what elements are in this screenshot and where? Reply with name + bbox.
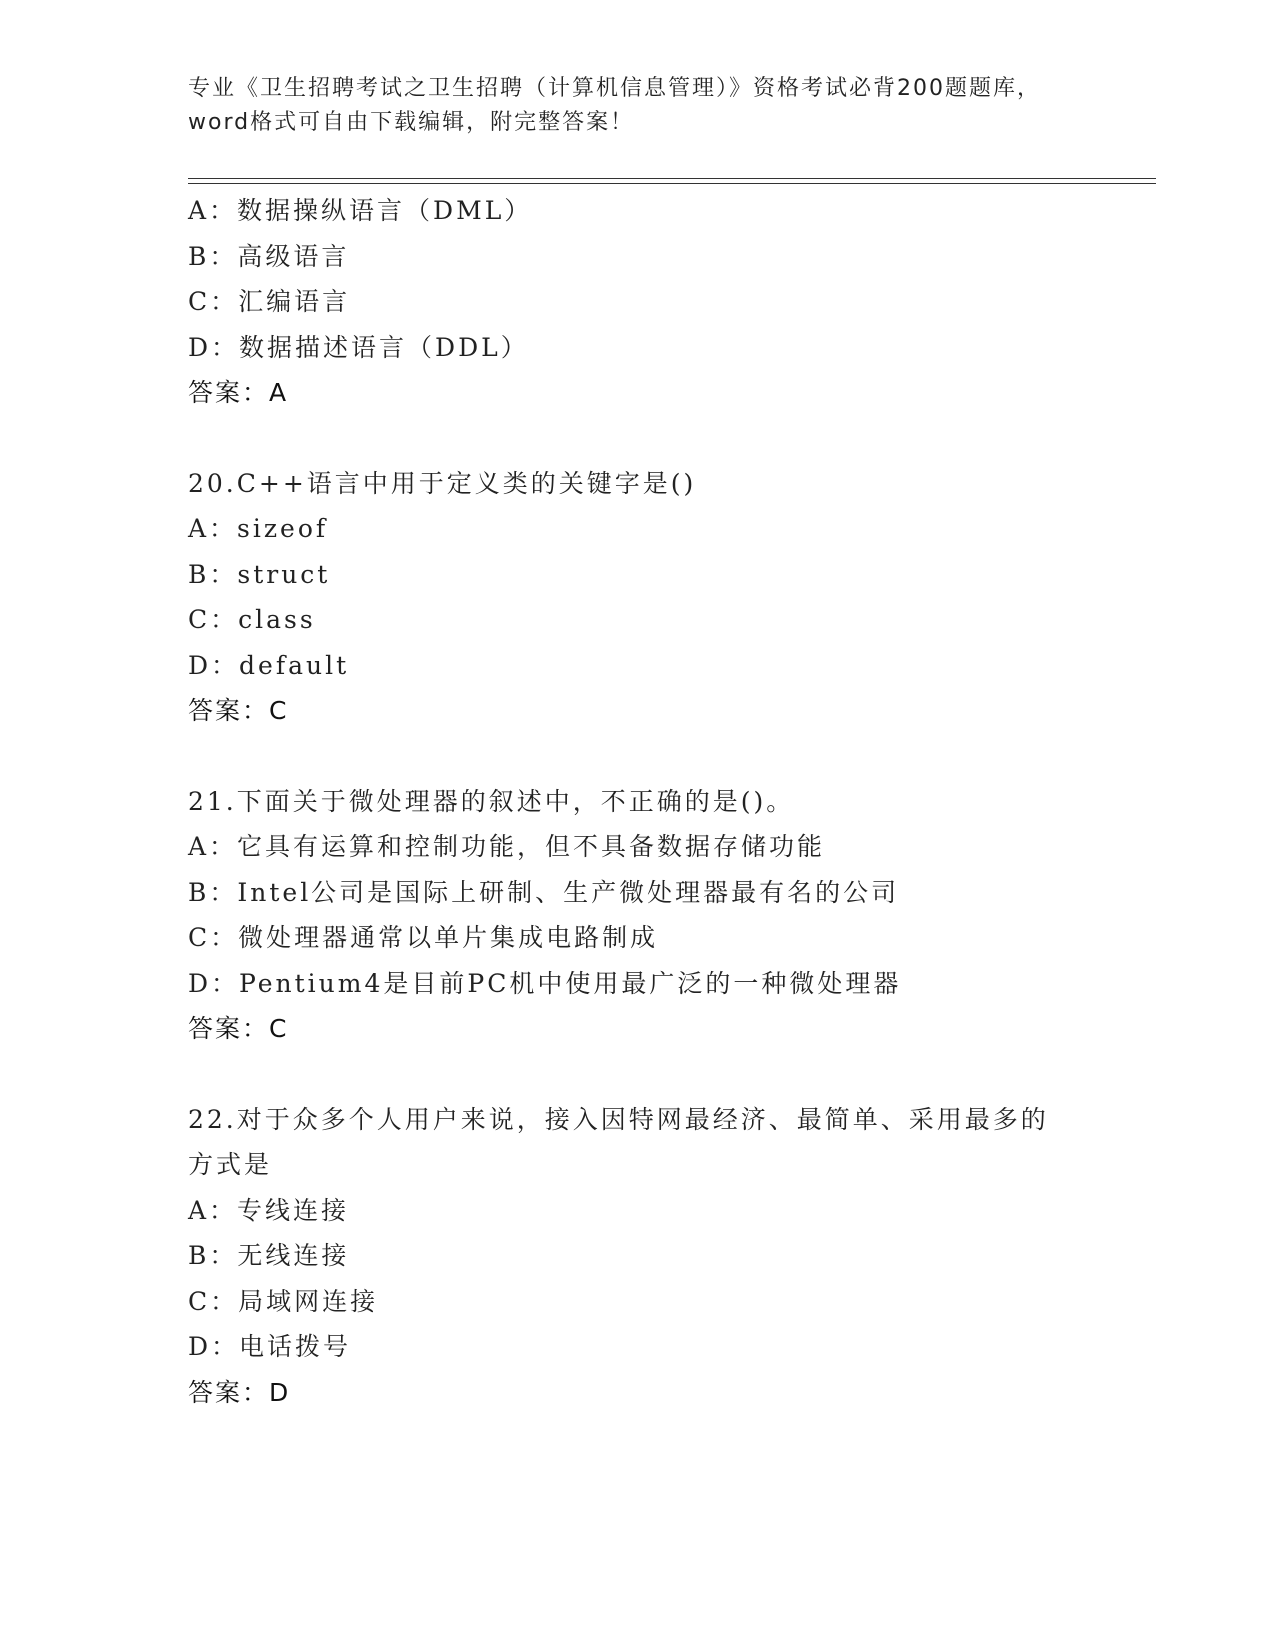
answer-line: 答案：D [188, 1377, 291, 1407]
document-header [188, 72, 1088, 140]
option-d: D：电话拨号 [188, 1332, 352, 1361]
question-20 [188, 461, 1088, 734]
option-a: A：数据操纵语言（DML） [188, 196, 533, 225]
option-b: B：struct [188, 559, 331, 589]
header-title-line-2: word格式可自由下载编辑，附完整答案！ [188, 110, 635, 135]
question-stem-continued: 方式是 [188, 1150, 273, 1179]
question-stem: 21.下面关于微处理器的叙述中，不正确的是()。 [188, 786, 795, 816]
answer-line: 答案：C [188, 696, 289, 725]
question-19-continued [188, 188, 1088, 416]
spacer [188, 416, 1088, 461]
answer-line: 答案：C [188, 1014, 289, 1043]
question-22 [188, 1097, 1088, 1416]
option-c: C：class [188, 605, 316, 634]
option-a: A：sizeof [188, 514, 329, 543]
question-stem: 22.对于众多个人用户来说，接入因特网最经济、最简单、采用最多的 [188, 1104, 1049, 1134]
option-d: D：default [188, 650, 350, 680]
answer-line: 答案：A [188, 378, 289, 407]
option-c: C：局域网连接 [188, 1286, 379, 1316]
header-divider-bottom [188, 183, 1156, 184]
spacer [188, 1052, 1088, 1097]
question-stem: 20.C++语言中用于定义类的关键字是() [188, 468, 697, 498]
spacer [188, 734, 1088, 779]
option-c: C：微处理器通常以单片集成电路制成 [188, 923, 659, 952]
option-a: A：专线连接 [188, 1195, 350, 1225]
option-d: D：Pentium4是目前PC机中使用最广泛的一种微处理器 [188, 968, 902, 998]
option-d: D：数据描述语言（DDL） [188, 332, 529, 362]
option-b: B：Intel公司是国际上研制、生产微处理器最有名的公司 [188, 877, 900, 907]
header-divider-top [188, 178, 1156, 179]
option-a: A：它具有运算和控制功能，但不具备数据存储功能 [188, 832, 826, 861]
question-list [188, 188, 1088, 1415]
option-b: B：无线连接 [188, 1241, 350, 1270]
header-title-line-1: 专业《卫生招聘考试之卫生招聘（计算机信息管理）》资格考试必背200题题库， [188, 76, 1041, 101]
option-c: C：汇编语言 [188, 287, 351, 316]
option-b: B：高级语言 [188, 241, 350, 271]
question-21 [188, 779, 1088, 1052]
